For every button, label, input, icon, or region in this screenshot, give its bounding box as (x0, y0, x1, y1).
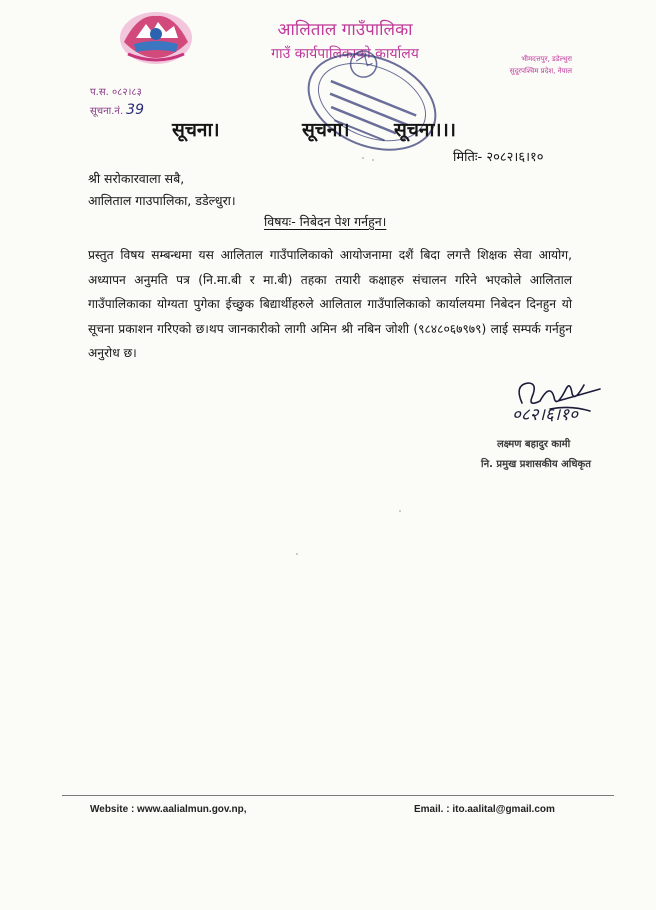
nepal-emblem-logo (118, 8, 194, 66)
notice-number-handwritten: 39 (126, 102, 144, 118)
signatory-title: नि. प्रमुख प्रशासकीय अधिकृत (481, 459, 591, 470)
signatory-name: लक्ष्मण बहादुर कामी (497, 439, 571, 450)
notice-subject: विषयः- निबेदन पेश गर्नहुन। (264, 214, 387, 229)
paper-speck (296, 553, 298, 555)
footer-email: Email. : ito.aalital@gmail.com (414, 804, 555, 815)
notice-heading-1: सूचना। (172, 119, 220, 141)
official-stamp (300, 40, 445, 165)
footer-divider (62, 795, 614, 796)
notice-number-label: सूचना.नं. (90, 106, 124, 117)
office-address-line2: सुदूरपश्चिम प्रदेश, नेपाल (509, 67, 572, 75)
notice-body: प्रस्तुत विषय सम्बन्धमा यस आलिताल गाउँपालिकाको आयोजनामा दशैं बिदा लगत्तै शिक्षक सेवा आयोग, अध्यापन अनुमति पत्र (नि.मा.बी र मा.बी) तहका तयारी कक्षाहरु संचालन गरिने भएकोले आलिताल गाउँपालिकाका योग्यता पुगेका ईच्छुक बिद्यार्थीहरुले आलिताल गाउँपालिकाको कार्यालयमा निबेदन दिनहुन यो सूचना प्रकाशन गरिएको छ।थप जानकारीको लागी अमिन श्री नबिन जोशी (९८४८०६७९७९) लाई सम्पर्क गर्नहुन अनुरोध छ। (88, 248, 572, 360)
notice-heading-3: सूचना।।। (394, 119, 456, 141)
signature-date-handwritten: ०८२।६।१० (512, 405, 578, 425)
notice-heading-2: सूचना। (302, 119, 350, 141)
org-name: आलिताल गाउँपालिका (277, 20, 413, 40)
addressee-line2: आलिताल गाउपालिका, डडेल्धुरा। (88, 193, 236, 208)
office-name: गाउँ कार्यपालिकाको कार्यालय (271, 46, 419, 62)
footer-website: Website : www.aalialmun.gov.np, (90, 804, 247, 815)
fiscal-year-ref: प.स. ०८२।८३ (90, 87, 142, 98)
paper-speck (362, 157, 364, 159)
paper-speck (372, 159, 374, 161)
paper-speck (399, 510, 401, 512)
addressee-line1: श्री सरोकारवाला सबै, (88, 171, 185, 186)
notice-number (90, 102, 144, 118)
notice-date: मितिः- २०८२।६।१० (453, 150, 544, 165)
office-address-line1: भीमदत्तपुर, डडेल्धुरा (521, 55, 572, 63)
